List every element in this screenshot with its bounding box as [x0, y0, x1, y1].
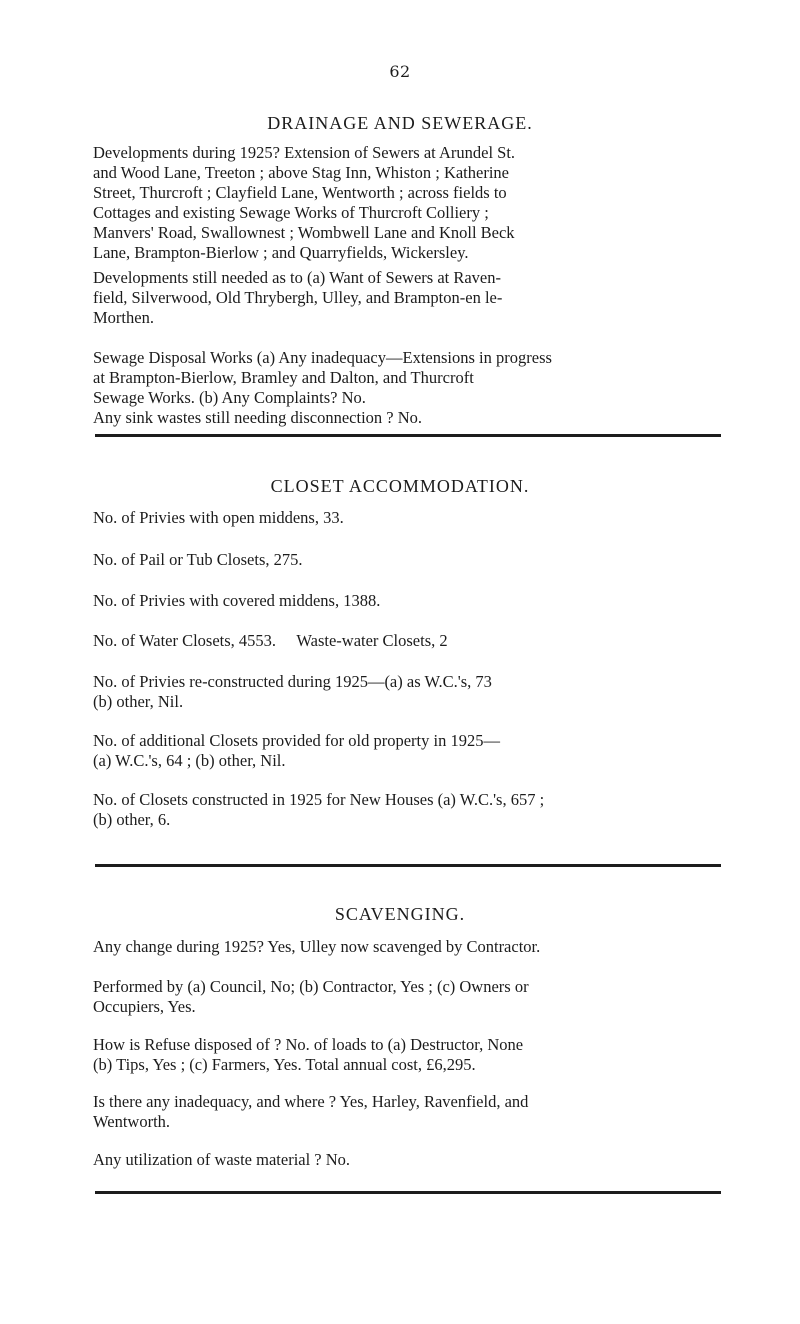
closet-item — [93, 790, 749, 830]
closet-title: CLOSET ACCOMMODATION. — [270, 476, 530, 496]
text-line: No. of Water Closets, 4553. Waste-water Closets, 2 — [93, 631, 448, 650]
closet-item — [93, 672, 749, 712]
drainage-paragraph-developments — [93, 143, 749, 263]
text-line: Morthen. — [93, 308, 154, 327]
text-line: Sewage Works. (b) Any Complaints? No. — [93, 388, 366, 407]
drainage-paragraph-needed — [93, 268, 749, 328]
page-number: 62 — [389, 62, 411, 81]
drainage-paragraph-sewage-disposal — [93, 348, 749, 428]
text-line: No. of Privies with covered middens, 1388. — [93, 591, 381, 610]
scavenging-item — [93, 1035, 749, 1075]
section-divider — [95, 434, 721, 437]
text-line: field, Silverwood, Old Thrybergh, Ulley, and Brampton-en le- — [93, 288, 503, 307]
text-line: Cottages and existing Sewage Works of Thurcroft Colliery ; — [93, 203, 489, 222]
text-line: Any sink wastes still needing disconnection ? No. — [93, 408, 423, 427]
text-line: Occupiers, Yes. — [93, 997, 196, 1016]
scavenging-item — [93, 937, 749, 957]
text-line: Sewage Disposal Works (a) Any inadequacy—Extensions in progress — [93, 348, 552, 367]
scavenging-item — [93, 1092, 749, 1132]
text-line: No. of Privies re-constructed during 1925—(a) as W.C.'s, 73 — [93, 672, 492, 691]
text-line: Developments during 1925? Extension of Sewers at Arundel St. — [93, 143, 516, 162]
text-line: No. of Closets constructed in 1925 for New Houses (a) W.C.'s, 657 ; — [93, 790, 545, 809]
scavenging-item — [93, 977, 749, 1017]
text-line: Developments still needed as to (a) Want of Sewers at Raven- — [93, 268, 501, 287]
text-line: No. of Privies with open middens, 33. — [93, 508, 344, 527]
text-line: How is Refuse disposed of ? No. of loads to (a) Destructor, None — [93, 1035, 524, 1054]
text-line: Wentworth. — [93, 1112, 171, 1131]
section-divider — [95, 1191, 721, 1194]
closet-item — [93, 731, 749, 771]
text-line: (a) W.C.'s, 64 ; (b) other, Nil. — [93, 751, 286, 770]
text-line: (b) other, Nil. — [93, 692, 184, 711]
text-line: (b) Tips, Yes ; (c) Farmers, Yes. Total annual cost, £6,295. — [93, 1055, 476, 1074]
closet-item — [93, 550, 749, 570]
text-line: Any utilization of waste material ? No. — [93, 1150, 351, 1169]
drainage-title: DRAINAGE AND SEWERAGE. — [267, 113, 533, 133]
text-line: at Brampton-Bierlow, Bramley and Dalton, and Thurcroft — [93, 368, 474, 387]
text-line: Lane, Brampton-Bierlow ; and Quarryfields, Wickersley. — [93, 243, 469, 262]
closet-item — [93, 631, 749, 651]
section-divider — [95, 864, 721, 867]
text-line: Is there any inadequacy, and where ? Yes, Harley, Ravenfield, and — [93, 1092, 529, 1111]
text-line: Any change during 1925? Yes, Ulley now scavenged by Contractor. — [93, 937, 541, 956]
text-line: No. of additional Closets provided for old property in 1925— — [93, 731, 500, 750]
closet-item — [93, 591, 749, 611]
text-line: (b) other, 6. — [93, 810, 171, 829]
scavenging-title: SCAVENGING. — [334, 904, 466, 924]
text-line: and Wood Lane, Treeton ; above Stag Inn, Whiston ; Katherine — [93, 163, 509, 182]
text-line: Street, Thurcroft ; Clayfield Lane, Wentworth ; across fields to — [93, 183, 507, 202]
text-line: No. of Pail or Tub Closets, 275. — [93, 550, 303, 569]
text-line: Performed by (a) Council, No; (b) Contractor, Yes ; (c) Owners or — [93, 977, 529, 996]
scavenging-item — [93, 1150, 749, 1170]
closet-item — [93, 508, 749, 528]
text-line: Manvers' Road, Swallownest ; Wombwell Lane and Knoll Beck — [93, 223, 515, 242]
